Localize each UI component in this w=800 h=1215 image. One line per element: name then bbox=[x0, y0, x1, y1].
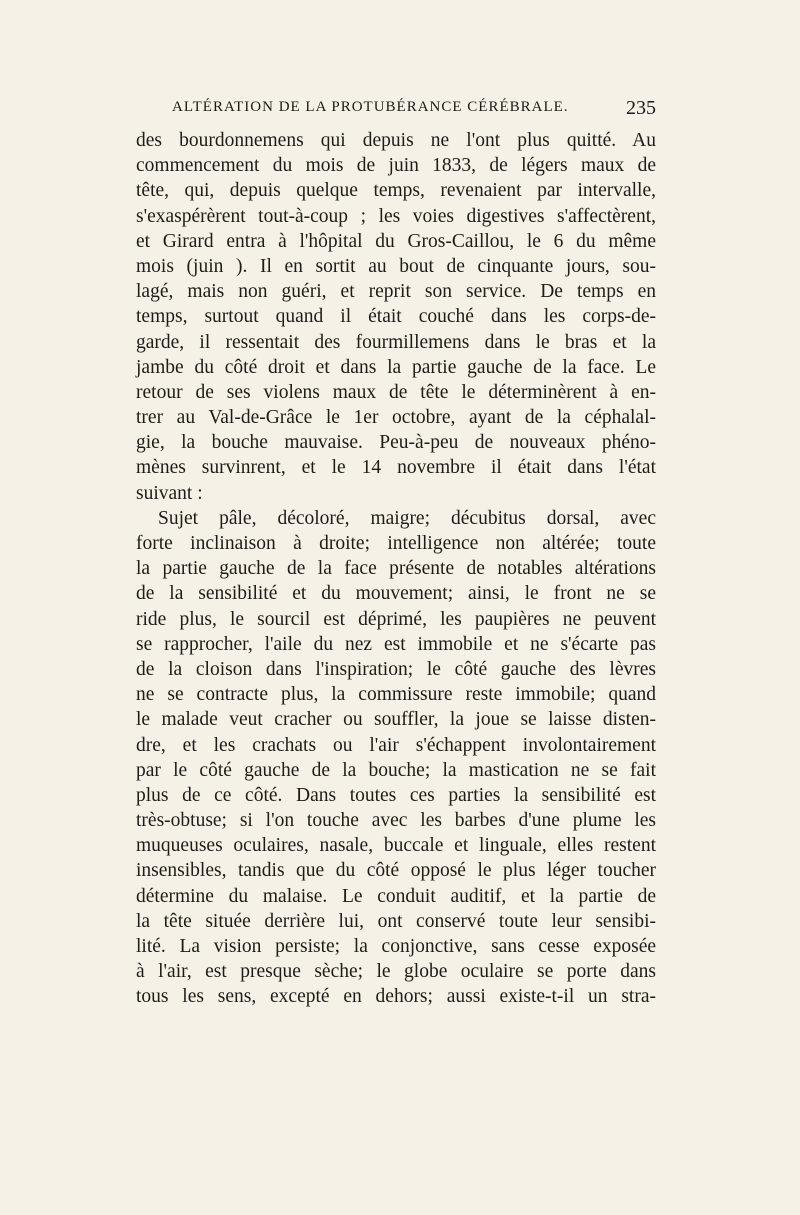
text-line: de la cloison dans l'inspiration; le côté gauche des lèvres bbox=[136, 658, 656, 680]
text-line: des bourdonnemens qui depuis ne l'ont plus quitté. Au bbox=[136, 130, 656, 151]
text-line: jambe du côté droit et dans la partie gauche de la face. Le bbox=[136, 356, 656, 378]
text-line: trer au Val-de-Grâce le 1er octobre, ayant de la céphalal- bbox=[136, 407, 656, 429]
running-title: ALTÉRATION DE LA PROTUBÉRANCE CÉRÉBRALE. bbox=[172, 99, 569, 115]
text-line: le malade veut cracher ou souffler, la joue se laisse disten- bbox=[136, 709, 656, 731]
page-number: 235 bbox=[626, 97, 656, 119]
text-line: mois (juin ). Il en sortit au bout de cinquante jours, sou- bbox=[136, 255, 656, 277]
text-line: ride plus, le sourcil est déprimé, les paupières ne peuvent bbox=[136, 608, 656, 630]
text-line: gie, la bouche mauvaise. Peu-à-peu de nouveaux phéno- bbox=[136, 432, 656, 454]
text-line: dre, et les crachats ou l'air s'échappent involontairement bbox=[136, 734, 656, 756]
text-line: de la sensibilité et du mouvement; ainsi, le front ne se bbox=[136, 583, 656, 605]
text-line: muqueuses oculaires, nasale, buccale et linguale, elles restent bbox=[136, 835, 656, 857]
text-line: lité. La vision persiste; la conjonctive, sans cesse exposée bbox=[136, 936, 656, 957]
text-line: la tête située derrière lui, ont conservé toute leur sensibi- bbox=[136, 910, 656, 932]
text-line: plus de ce côté. Dans toutes ces parties la sensibilité est bbox=[136, 784, 656, 806]
text-line: se rapprocher, l'aile du nez est immobile et ne s'écarte pas bbox=[136, 633, 656, 655]
text-line: et Girard entra à l'hôpital du Gros-Caillou, le 6 du même bbox=[136, 230, 656, 252]
text-line: ne se contracte plus, la commissure reste immobile; quand bbox=[136, 684, 656, 706]
text-line: commencement du mois de juin 1833, de légers maux de bbox=[136, 155, 656, 177]
text-line: suivant : bbox=[136, 482, 203, 504]
text-line: la partie gauche de la face présente de notables altérations bbox=[136, 558, 656, 580]
text-line: tête, qui, depuis quelque temps, revenaient par intervalle, bbox=[136, 180, 656, 202]
text-line: forte inclinaison à droite; intelligence non altérée; toute bbox=[136, 533, 656, 554]
text-line: retour de ses violens maux de tête le déterminèrent à en- bbox=[136, 381, 656, 403]
text-line: Sujet pâle, décoloré, maigre; décubitus dorsal, avec bbox=[158, 507, 656, 529]
text-line: temps, surtout quand il était couché dans les corps-de- bbox=[136, 306, 656, 328]
text-line: à l'air, est presque sèche; le globe oculaire se porte dans bbox=[136, 961, 656, 983]
text-line: par le côté gauche de la bouche; la mastication ne se fait bbox=[136, 759, 656, 781]
text-line: mènes survinrent, et le 14 novembre il était dans l'état bbox=[136, 457, 656, 479]
text-line: lagé, mais non guéri, et reprit son service. De temps en bbox=[136, 281, 656, 303]
text-line: insensibles, tandis que du côté opposé le plus léger toucher bbox=[136, 860, 656, 882]
body-text bbox=[136, 128, 656, 1010]
text-line: tous les sens, excepté en dehors; aussi existe-t-il un stra- bbox=[136, 986, 656, 1008]
text-line: s'exaspérèrent tout-à-coup ; les voies digestives s'affectèrent, bbox=[136, 205, 656, 227]
text-line: détermine du malaise. Le conduit auditif, et la partie de bbox=[136, 885, 656, 907]
text-line: garde, il ressentait des fourmillemens dans le bras et la bbox=[136, 331, 656, 353]
text-line: très-obtuse; si l'on touche avec les barbes d'une plume les bbox=[136, 810, 656, 832]
